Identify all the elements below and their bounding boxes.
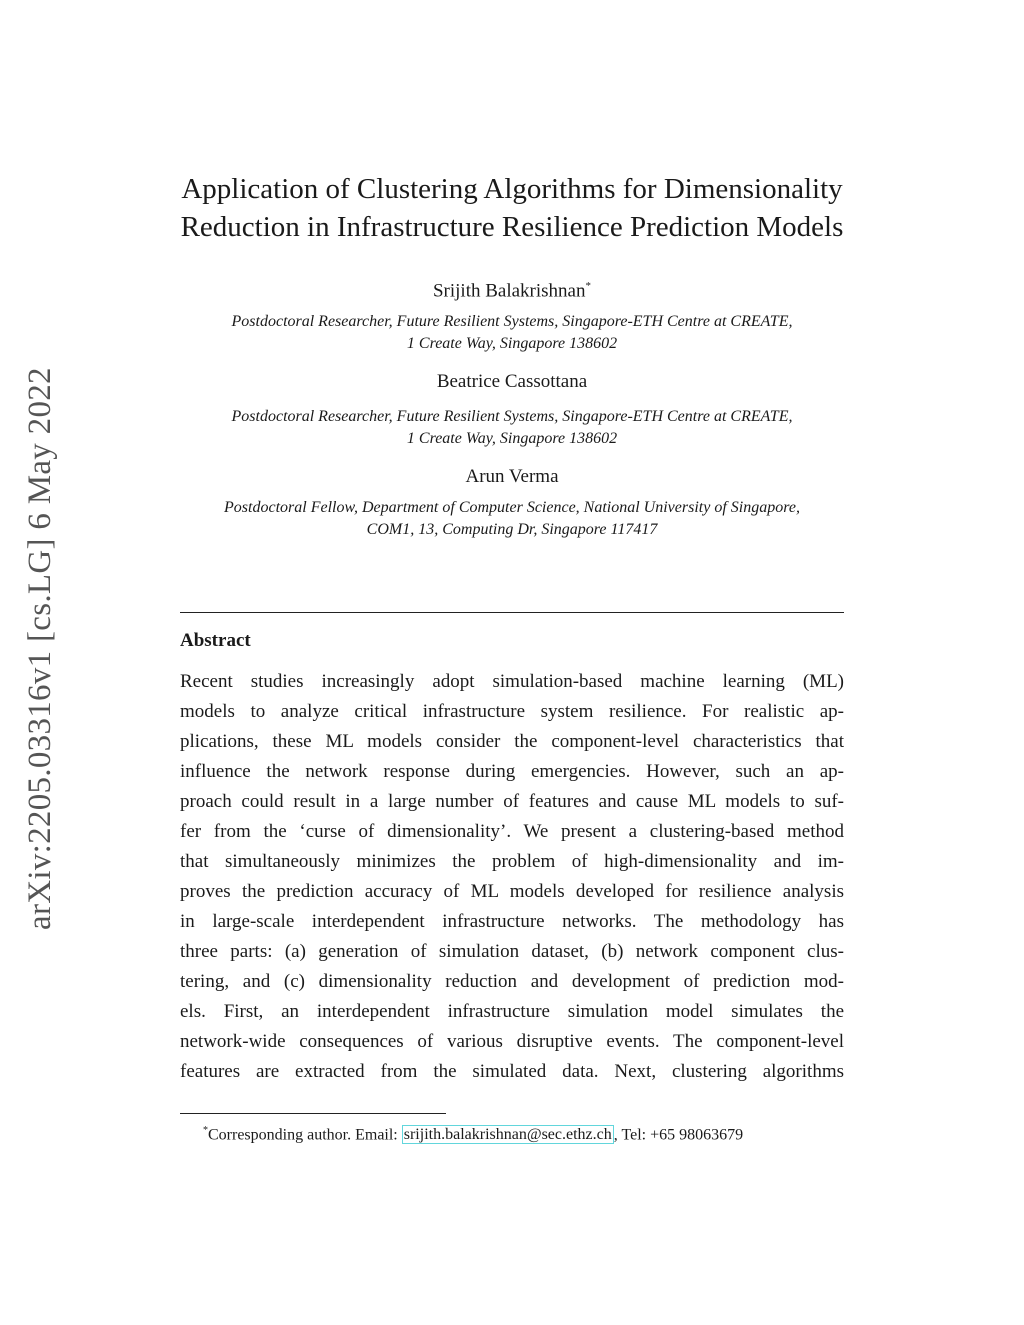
author-1-affiliation-line-1: Postdoctoral Researcher, Future Resilient Systems, Singapore-ETH Centre at CREATE,: [231, 313, 793, 330]
corresponding-author-footnote: [203, 1120, 743, 1146]
author-3-name: Arun Verma: [465, 466, 559, 487]
arxiv-side-stamp: [0, 0, 58, 930]
author-2-affiliation-line-2: 1 Create Way, Singapore 138602: [406, 430, 618, 447]
abstract-line: influence the network response during emergencies. However, such an ap-: [180, 761, 844, 782]
abstract-line: fer from the ‘curse of dimensionality’. We present a clustering-based method: [180, 821, 844, 842]
footnote-suffix: , Tel: +65 98063679: [613, 1126, 744, 1144]
abstract-line: that simultaneously minimizes the problem of high-dimensionality and im-: [180, 851, 844, 872]
abstract-line: network-wide consequences of various disruptive events. The component-level: [180, 1031, 844, 1052]
abstract-line: models to analyze critical infrastructure system resilience. For realistic ap-: [180, 701, 844, 722]
abstract-line: Recent studies increasingly adopt simulation-based machine learning (ML): [180, 671, 844, 692]
author-1-affiliation-line-2: 1 Create Way, Singapore 138602: [406, 335, 618, 352]
author-2-name: Beatrice Cassottana: [436, 371, 588, 392]
author-1-affiliation: [160, 311, 864, 355]
author-3-name-block: [140, 465, 884, 489]
author-1-name: Srijith Balakrishnan: [432, 280, 586, 302]
abstract-line: plications, these ML models consider the component-level characteristics that: [180, 731, 844, 752]
abstract-line: tering, and (c) dimensionality reduction and development of prediction mod-: [180, 971, 844, 992]
abstract-body: [180, 667, 844, 1087]
email-link[interactable]: srijith.balakrishnan@sec.ethz.ch: [403, 1126, 612, 1144]
abstract-heading: Abstract: [180, 630, 251, 651]
abstract-line: proves the prediction accuracy of ML models developed for resilience analysis: [180, 881, 844, 902]
paper-title: [140, 170, 884, 246]
abstract-line: in large-scale interdependent infrastructure networks. The methodology has: [180, 911, 844, 932]
footnote-prefix: Corresponding author. Email:: [208, 1126, 402, 1144]
author-2-affiliation: [160, 406, 864, 450]
abstract-line: features are extracted from the simulated data. Next, clustering algorithms: [180, 1061, 844, 1082]
footnote-mark: *: [203, 1125, 208, 1136]
author-2-affiliation-line-1: Postdoctoral Researcher, Future Resilient Systems, Singapore-ETH Centre at CREATE,: [231, 408, 793, 425]
author-1-footnote-mark: *: [585, 280, 591, 292]
author-3-affiliation-line-2: COM1, 13, Computing Dr, Singapore 117417: [366, 521, 658, 538]
author-1-name-block: [140, 274, 884, 303]
abstract-line: els. First, an interdependent infrastructure simulation model simulates the: [180, 1001, 844, 1022]
abstract-top-rule: [180, 612, 844, 613]
abstract-line: proach could result in a large number of features and cause ML models to suf-: [180, 791, 844, 812]
author-3-affiliation-line-1: Postdoctoral Fellow, Department of Computer Science, National University of Singapore,: [224, 499, 800, 516]
arxiv-identifier: arXiv:2205.03316v1 [cs.LG] 6 May 2022: [22, 367, 58, 930]
title-line-1: Application of Clustering Algorithms for Dimensionality: [181, 173, 843, 205]
abstract-line: three parts: (a) generation of simulation dataset, (b) network component clus-: [180, 941, 844, 962]
title-line-2: Reduction in Infrastructure Resilience Prediction Models: [180, 211, 844, 243]
author-2-name-block: [140, 370, 884, 394]
author-3-affiliation: [160, 497, 864, 541]
footnote-rule: [180, 1113, 446, 1114]
